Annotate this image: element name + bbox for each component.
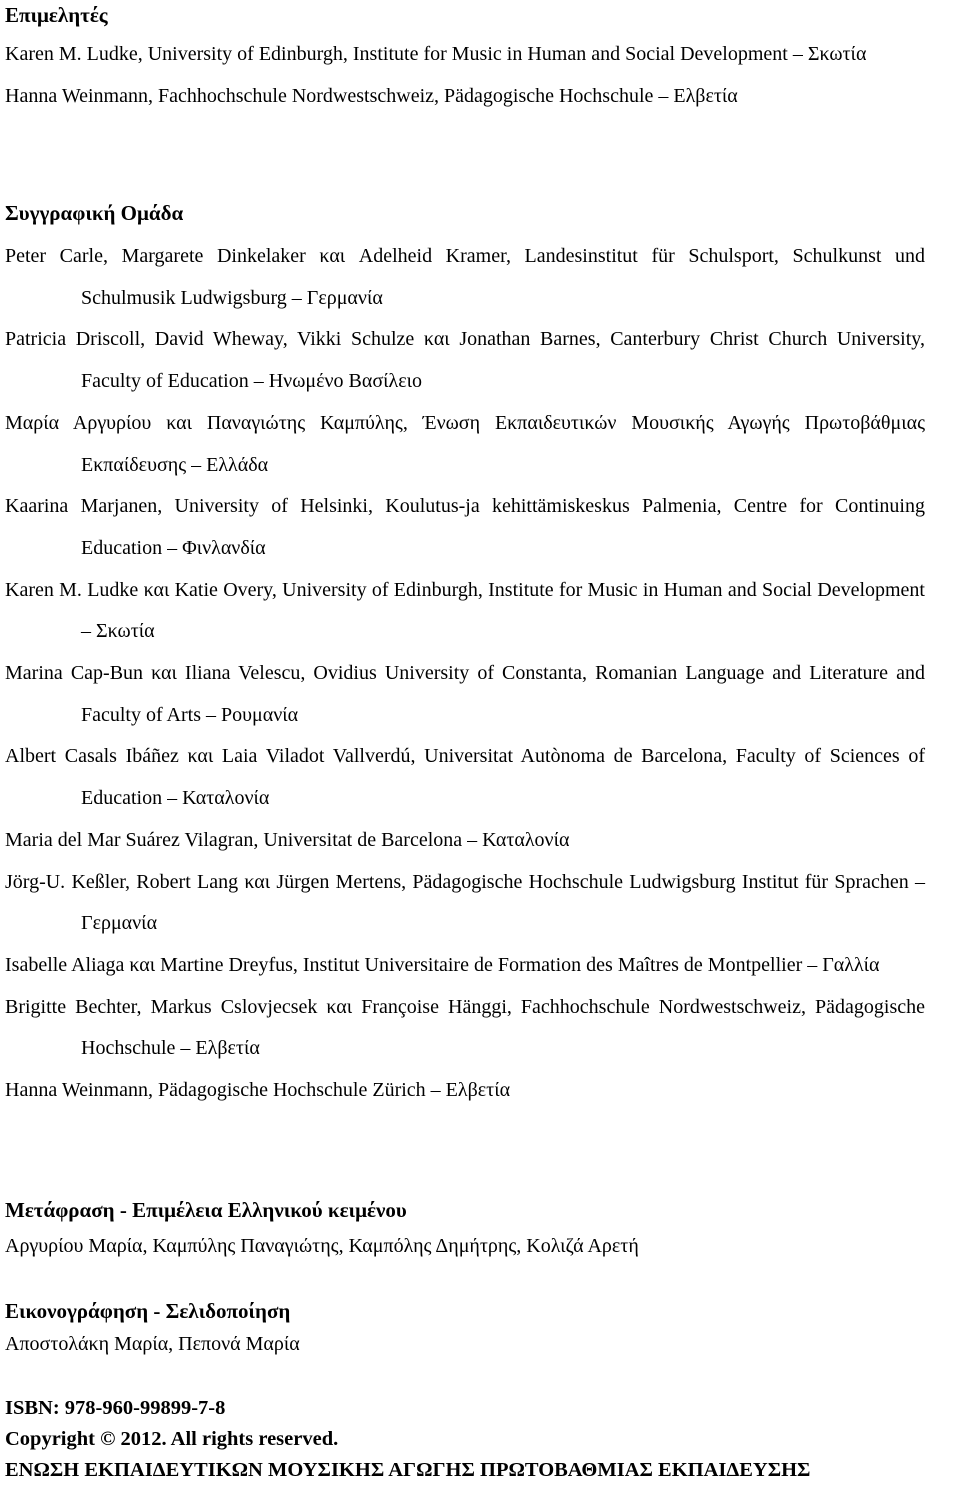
editors-heading: Επιμελητές — [5, 3, 108, 27]
illustration-heading: Εικονογράφηση - Σελιδοποίηση — [5, 1299, 291, 1323]
author-entry: Albert Casals Ibáñez και Laia Viladot Vallverdú, Universitat Autònoma de Barcelona, Faculty of Sciences of Education – Καταλονία — [5, 745, 925, 810]
author-entry: Μαρία Αργυρίου και Παναγιώτης Καμπύλης, Ένωση Εκπαιδευτικών Μουσικής Αγωγής Πρωτοβάθμιας Εκπαίδευσης – Ελλάδα — [5, 411, 925, 476]
author-entry: Maria del Mar Suárez Vilagran, Universitat de Barcelona – Καταλονία — [5, 828, 570, 851]
publication-footer — [5, 1393, 925, 1486]
editor-entry: Karen M. Ludke, University of Edinburgh, Institute for Music in Human and Social Development – Σκωτία — [5, 43, 867, 65]
author-entry: Kaarina Marjanen, University of Helsinki, Koulutus-ja kehittämiskeskus Palmenia, Centre for Continuing Education – Φινλανδία — [5, 495, 925, 559]
illustration-names: Αποστολάκη Μαρία, Πεπονά Μαρία — [5, 1333, 300, 1355]
translation-names: Αργυρίου Μαρία, Καμπύλης Παναγιώτης, Καμπόλης Δημήτρης, Κολιζά Αρετή — [5, 1235, 639, 1257]
author-entry: Hanna Weinmann, Pädagogische Hochschule Zürich – Ελβετία — [5, 1079, 511, 1102]
copyright-line: Copyright © 2012. All rights reserved. — [5, 1428, 339, 1450]
authors-heading: Συγγραφική Ομάδα — [5, 201, 184, 225]
author-entry: Brigitte Bechter, Markus Cslovjecsek και Françoise Hänggi, Fachhochschule Nordwestschweiz, Pädagogische Hochschule – Ελβετία — [5, 995, 925, 1060]
editor-entry: Hanna Weinmann, Fachhochschule Nordwestschweiz, Pädagogische Hochschule – Ελβετία — [5, 84, 738, 107]
author-entry: Peter Carle, Margarete Dinkelaker και Adelheid Kramer, Landesinstitut für Schulsport, Schulkunst und Schulmusik Ludwigsburg – Γερμανία — [5, 245, 925, 309]
author-entry: Isabelle Aliaga και Martine Dreyfus, Institut Universitaire de Formation des Maîtres de Montpellier – Γαλλία — [5, 953, 880, 976]
author-entry: Patricia Driscoll, David Wheway, Vikki Schulze και Jonathan Barnes, Canterbury Christ Church University, Faculty of Education – Ηνωμένο Βασίλειο — [5, 328, 925, 393]
isbn-line: ISBN: 978-960-99899-7-8 — [5, 1397, 226, 1419]
publisher-line: ΕΝΩΣΗ ΕΚΠΑΙΔΕΥΤΙΚΩΝ ΜΟΥΣΙΚΗΣ ΑΓΩΓΗΣ ΠΡΩΤΟΒΑΘΜΙΑΣ ΕΚΠΑΙΔΕΥΣΗΣ — [5, 1459, 811, 1481]
authors-list — [5, 236, 925, 1112]
translation-heading: Μετάφραση - Επιμέλεια Ελληνικού κειμένου — [5, 1198, 407, 1222]
author-entry: Karen M. Ludke και Katie Overy, University of Edinburgh, Institute for Music in Human and Social Development – Σκωτία — [5, 578, 925, 643]
editors-list — [5, 34, 925, 117]
author-entry: Jörg-U. Keßler, Robert Lang και Jürgen Mertens, Pädagogische Hochschule Ludwigsburg Institut für Sprachen – Γερμανία — [5, 870, 925, 935]
author-entry: Marina Cap-Bun και Iliana Velescu, Ovidius University of Constanta, Romanian Language and Literature and Faculty of Arts – Ρουμανία — [5, 662, 925, 726]
